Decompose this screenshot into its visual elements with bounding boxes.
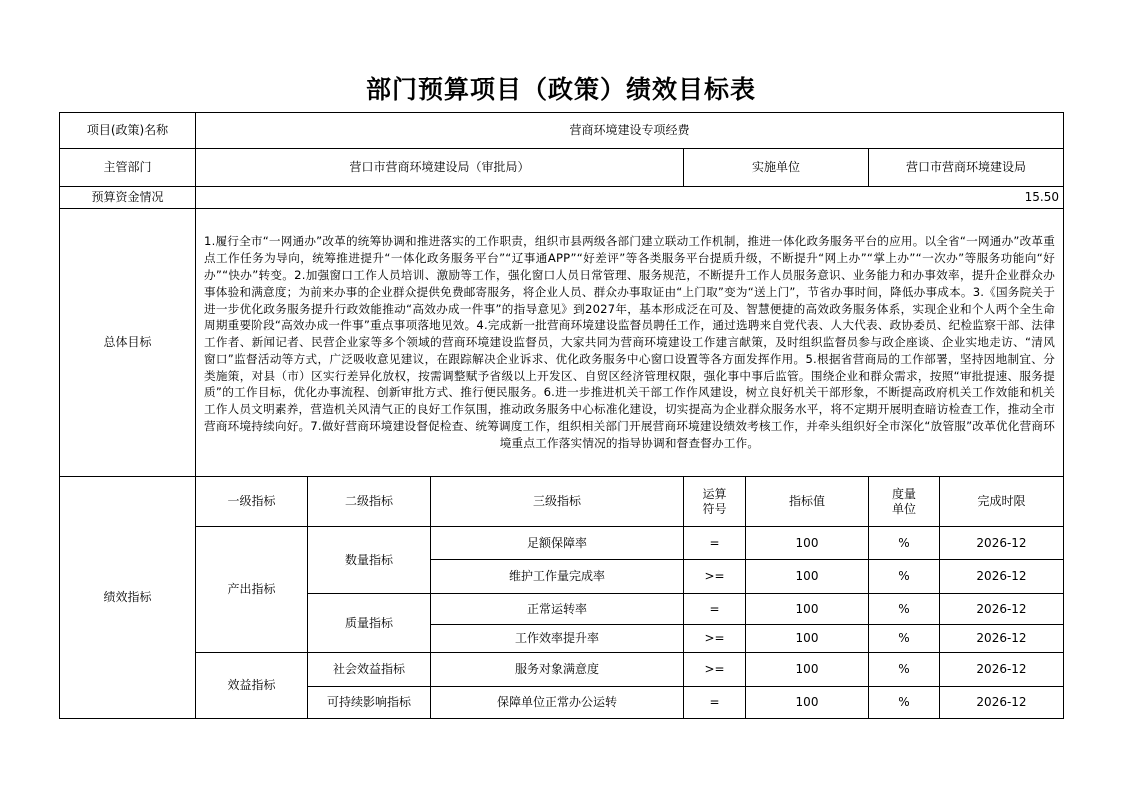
indicator-value: 100 [746, 653, 869, 687]
indicator-operator: >= [684, 560, 746, 594]
level2-sustainable: 可持续影响指标 [308, 687, 431, 719]
budget-value: 15.50 [196, 187, 1064, 209]
indicator-name: 服务对象满意度 [431, 653, 684, 687]
indicator-value: 100 [746, 594, 869, 625]
budget-label: 预算资金情况 [60, 187, 196, 209]
level2-social: 社会效益指标 [308, 653, 431, 687]
indicator-operator: = [684, 527, 746, 560]
header-level1: 一级指标 [196, 477, 308, 527]
indicator-operator: = [684, 594, 746, 625]
header-level2: 二级指标 [308, 477, 431, 527]
overall-goal-label: 总体目标 [60, 209, 196, 477]
indicator-deadline: 2026-12 [940, 625, 1064, 653]
indicator-deadline: 2026-12 [940, 687, 1064, 719]
perf-indicator-label: 绩效指标 [60, 477, 196, 719]
header-value: 指标值 [746, 477, 869, 527]
table-row [60, 527, 1064, 560]
dept-value: 营口市营商环境建设局（审批局） [196, 149, 684, 187]
indicator-deadline: 2026-12 [940, 594, 1064, 625]
dept-label: 主管部门 [60, 149, 196, 187]
indicator-value: 100 [746, 625, 869, 653]
indicator-operator: = [684, 687, 746, 719]
header-operator: 运算 符号 [684, 477, 746, 527]
impl-unit-value: 营口市营商环境建设局 [869, 149, 1064, 187]
level2-quality: 质量指标 [308, 594, 431, 653]
indicator-operator: >= [684, 625, 746, 653]
indicator-unit: % [869, 653, 940, 687]
indicator-value: 100 [746, 560, 869, 594]
project-name-label: 项目(政策)名称 [60, 113, 196, 149]
indicator-unit: % [869, 560, 940, 594]
indicator-name: 保障单位正常办公运转 [431, 687, 684, 719]
indicator-name: 足额保障率 [431, 527, 684, 560]
overall-goal-text: 1.履行全市“一网通办”改革的统筹协调和推进落实的工作职责，组织市县两级各部门建立联动工作机制，推进一体化政务服务平台的应用。以全省“一网通办”改革重点工作任务为导向，统筹推进提升“一体化政务服务平台”“辽事通APP”“好差评”等各类服务平台提质升级，不断提升“网上办”“掌上办”“一次办”等服务功能向“好办”“快办”转变。2.加强窗口工作人员培训、激励等工作，强化窗口人员日常管理、服务规范，不断提升工作人员服务意识、业务能力和办事效率，提升企业群众办事体验和满意度；为前来办事的企业群众提供免费邮寄服务，将企业人员、群众办事取证由“上门取”变为“送上门”，节省办事时间，降低办事成本。3.《国务院关于进一步优化政务服务提升行政效能推动“高效办成一件事”的指导意见》到2027年，基本形成泛在可及、智慧便捷的高效政务服务体系，实现企业和个人两个全生命周期重要阶段“高效办成一件事”重点事项落地见效。4.完成新一批营商环境建设监督员聘任工作，通过选聘来自党代表、人大代表、政协委员、纪检监察干部、法律工作者、新闻记者、民营企业家等多个领域的营商环境建设监督员，大家共同为营商环境建设工作建言献策，及时组织监督员参与政企座谈、企业实地走访、“清风窗口”监督活动等方式，广泛吸收意见建议，在跟踪解决企业诉求、优化政务服务中心窗口设置等各方面发挥作用。5.根据省营商局的工作部署，坚持因地制宜、分类施策，对县（市）区实行差异化放权，按需调整赋予省级以上开发区、自贸区经济管理权限，强化事中事后监管。围绕企业和群众需求，按照“审批提速、服务提质”的工作目标，优化办事流程、创新审批方式、推行便民服务。6.进一步推进机关干部工作作风建设，树立良好机关干部形象，不断提高政府机关工作效能和机关工作人员文明素养，营造机关风清气正的良好工作氛围，推动政务服务中心标准化建设，切实提高为企业群众服务水平，将不定期开展明查暗访检查工作，推动全市营商环境持续向好。7.做好营商环境建设督促检查、统筹调度工作，组织相关部门开展营商环境建设绩效考核工作，并牵头组织好全市深化“放管服”改革优化营商环境重点工作落实情况的指导协调和督查督办工作。 [196, 209, 1064, 477]
header-deadline: 完成时限 [940, 477, 1064, 527]
indicator-value: 100 [746, 527, 869, 560]
impl-unit-label: 实施单位 [684, 149, 869, 187]
indicator-name: 维护工作量完成率 [431, 560, 684, 594]
performance-target-table [59, 112, 1064, 719]
level2-quantity: 数量指标 [308, 527, 431, 594]
level1-output: 产出指标 [196, 527, 308, 653]
indicator-unit: % [869, 687, 940, 719]
indicator-deadline: 2026-12 [940, 653, 1064, 687]
project-name-value: 营商环境建设专项经费 [196, 113, 1064, 149]
indicator-name: 正常运转率 [431, 594, 684, 625]
indicator-deadline: 2026-12 [940, 560, 1064, 594]
indicator-operator: >= [684, 653, 746, 687]
table-row [60, 653, 1064, 687]
indicator-value: 100 [746, 687, 869, 719]
level1-benefit: 效益指标 [196, 653, 308, 719]
header-unit: 度量 单位 [869, 477, 940, 527]
page-title: 部门预算项目（政策）绩效目标表 [365, 75, 756, 104]
indicator-unit: % [869, 625, 940, 653]
header-level3: 三级指标 [431, 477, 684, 527]
indicator-name: 工作效率提升率 [431, 625, 684, 653]
indicator-deadline: 2026-12 [940, 527, 1064, 560]
indicator-unit: % [869, 594, 940, 625]
indicator-unit: % [869, 527, 940, 560]
